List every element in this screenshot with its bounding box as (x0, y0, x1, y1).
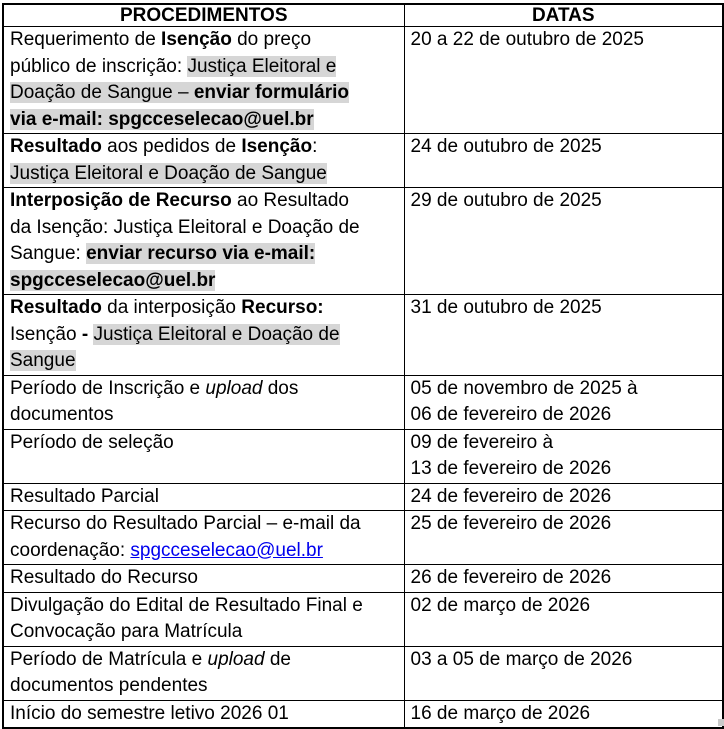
text-segment: Interposição de Recurso (10, 190, 232, 211)
procedure-line (10, 188, 398, 215)
schedule-table (2, 3, 724, 729)
procedure-line (10, 348, 398, 375)
text-segment: Justiça Eleitoral e Doação de (93, 323, 340, 345)
procedure-cell (3, 700, 404, 728)
procedure-line (10, 484, 398, 511)
procedure-line (10, 241, 398, 268)
procedure-line (10, 295, 398, 322)
procedure-cell (3, 565, 404, 593)
procedure-line (10, 647, 398, 674)
date-line: 29 de outubro de 2025 (410, 190, 602, 211)
text-segment: de (264, 648, 291, 670)
date-line: 31 de outubro de 2025 (410, 297, 602, 318)
text-segment: documentos pendentes (10, 675, 208, 696)
date-line: 16 de março de 2026 (410, 702, 591, 724)
procedure-line (10, 619, 398, 646)
text-segment: Período de seleção (10, 431, 174, 453)
text-segment: do preço (231, 29, 312, 50)
text-segment: Resultado (10, 136, 102, 157)
date-line: 03 a 05 de março de 2026 (410, 648, 633, 670)
procedure-cell (3, 511, 404, 565)
procedure-cell (3, 483, 404, 511)
date-line: 25 de fevereiro de 2026 (410, 513, 612, 534)
table-row (3, 511, 723, 565)
table-row (3, 700, 723, 728)
table-resize-handle (718, 719, 724, 726)
text-segment: dos (262, 377, 299, 399)
date-line: 05 de novembro de 2025 à (410, 377, 638, 399)
header-datas: DATAS (404, 4, 723, 27)
text-segment: Isenção (161, 29, 232, 50)
text-segment: Período de Matrícula e (10, 648, 208, 670)
date-cell (404, 592, 723, 646)
text-segment: Início do semestre letivo 2026 01 (10, 702, 289, 724)
date-cell (404, 646, 723, 700)
table-row (3, 646, 723, 700)
text-segment: enviar recurso via e-mail: (86, 243, 316, 264)
date-line: 13 de fevereiro de 2026 (410, 458, 612, 479)
procedure-line (10, 80, 398, 107)
procedure-line (10, 161, 398, 188)
text-segment: Recurso do Resultado Parcial – e-mail da (10, 513, 361, 534)
procedure-line (10, 565, 398, 592)
procedure-line (10, 538, 398, 565)
text-segment: : (312, 136, 318, 157)
text-segment: coordenação: (10, 539, 131, 561)
email-link[interactable]: spgcceselecao@uel.br (130, 539, 323, 561)
text-segment: Justiça Eleitoral e Doação de Sangue (10, 162, 327, 184)
date-cell (404, 375, 723, 429)
date-line: 06 de fevereiro de 2026 (410, 404, 612, 425)
date-cell (404, 188, 723, 295)
table-row (3, 134, 723, 188)
date-cell (404, 700, 723, 728)
table-row (3, 592, 723, 646)
procedure-cell (3, 429, 404, 483)
text-segment: documentos (10, 404, 114, 425)
text-segment: Justiça Eleitoral e (187, 55, 337, 77)
procedure-line (10, 376, 398, 403)
text-segment: Isenção (10, 323, 82, 345)
text-segment: público de inscrição: (10, 55, 188, 77)
procedure-line (10, 134, 398, 161)
procedure-line (10, 54, 398, 81)
date-cell (404, 27, 723, 134)
procedure-line (10, 701, 398, 728)
procedure-cell (3, 27, 404, 134)
header-row (3, 4, 723, 27)
text-segment: Convocação para Matrícula (10, 621, 243, 642)
text-segment: enviar formulário (193, 82, 350, 103)
procedure-line (10, 322, 398, 349)
date-line: 24 de outubro de 2025 (410, 136, 602, 157)
date-cell (404, 511, 723, 565)
procedure-line (10, 511, 398, 538)
date-cell (404, 483, 723, 511)
text-segment: Recurso: (241, 297, 324, 318)
text-segment: upload (205, 377, 263, 399)
text-segment: Sangue: (10, 243, 87, 264)
table-row (3, 188, 723, 295)
procedure-line (10, 593, 398, 620)
text-segment: Doação de Sangue – (10, 82, 194, 103)
procedure-cell (3, 375, 404, 429)
procedure-cell (3, 592, 404, 646)
procedure-line (10, 673, 398, 700)
table-row (3, 375, 723, 429)
procedure-cell (3, 646, 404, 700)
table-row (3, 295, 723, 376)
procedure-cell (3, 188, 404, 295)
date-line: 26 de fevereiro de 2026 (410, 567, 612, 588)
text-segment: da interposição (101, 297, 242, 318)
procedure-line (10, 268, 398, 295)
table-row (3, 429, 723, 483)
text-segment: Divulgação do Edital de Resultado Final e (10, 594, 363, 616)
text-segment: Requerimento de (10, 29, 162, 50)
procedure-line (10, 215, 398, 242)
date-cell (404, 295, 723, 376)
schedule-body (3, 27, 723, 729)
text-segment: Resultado Parcial (10, 485, 159, 507)
text-segment: - (81, 323, 94, 345)
text-segment: Resultado (10, 297, 102, 318)
text-segment: spgcceselecao@uel.br (10, 269, 216, 291)
date-line: 24 de fevereiro de 2026 (410, 485, 612, 507)
date-cell (404, 429, 723, 483)
date-cell (404, 565, 723, 593)
procedure-line (10, 402, 398, 429)
text-segment: ao Resultado (231, 190, 349, 211)
text-segment: Sangue (10, 350, 76, 371)
procedure-line (10, 107, 398, 134)
text-segment: via e-mail: spgcceselecao@uel.br (10, 108, 314, 130)
date-line: 02 de março de 2026 (410, 594, 591, 616)
procedure-line (10, 430, 398, 457)
date-line: 20 a 22 de outubro de 2025 (410, 29, 644, 50)
table-row (3, 565, 723, 593)
procedure-cell (3, 295, 404, 376)
date-cell (404, 134, 723, 188)
text-segment: aos pedidos de (101, 136, 242, 157)
date-line: 09 de fevereiro à (410, 431, 554, 453)
text-segment: upload (207, 648, 265, 670)
text-segment: Isenção (241, 136, 313, 157)
procedure-cell (3, 134, 404, 188)
procedure-line (10, 27, 398, 54)
text-segment: Período de Inscrição e (10, 377, 206, 399)
table-row (3, 27, 723, 134)
header-procedimentos: PROCEDIMENTOS (3, 4, 404, 27)
text-segment: Resultado do Recurso (10, 567, 198, 588)
text-segment: da Isenção: Justiça Eleitoral e Doação de (10, 216, 360, 238)
table-row (3, 483, 723, 511)
